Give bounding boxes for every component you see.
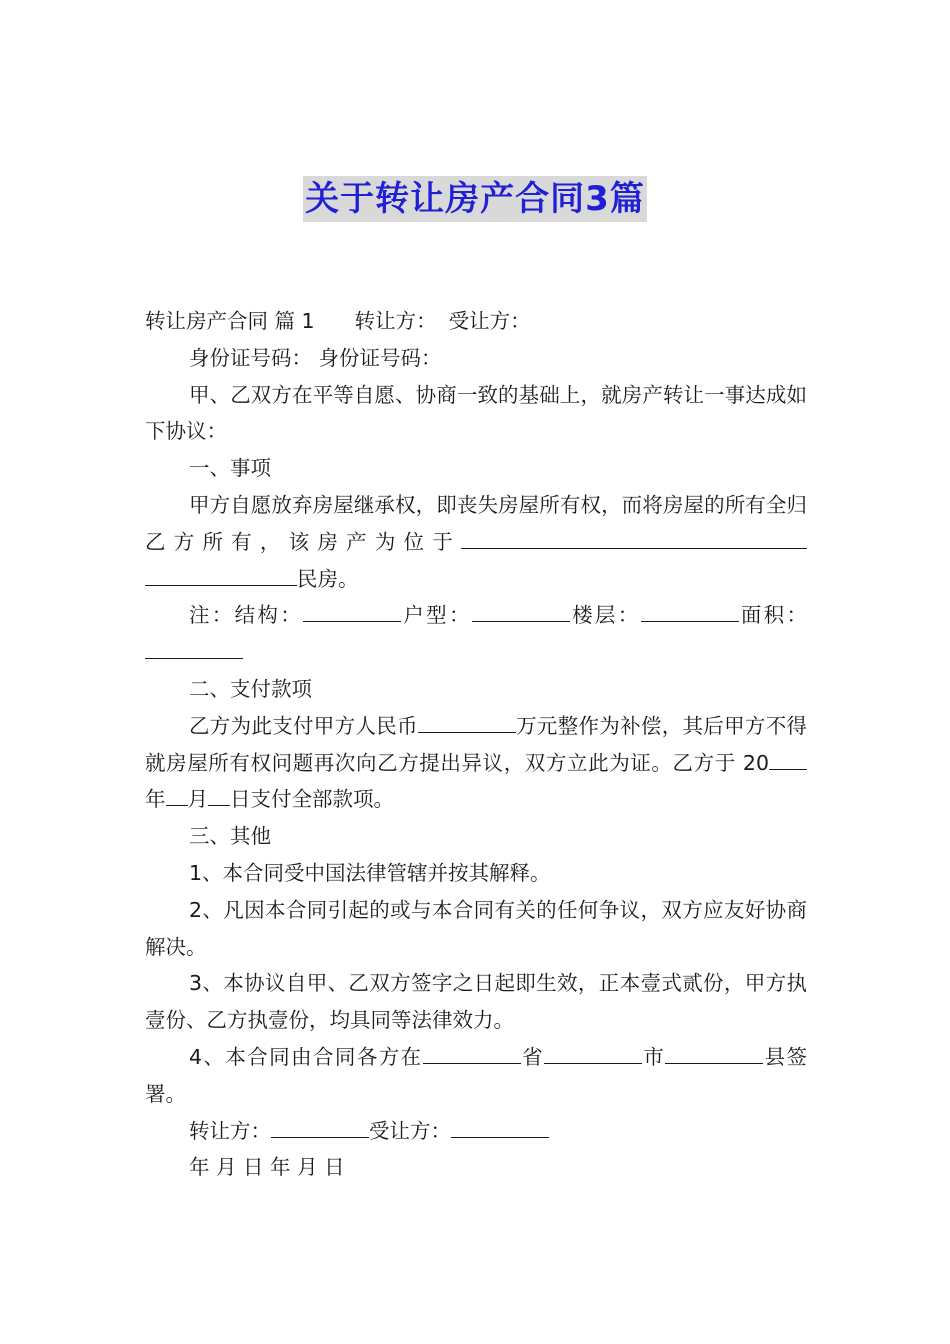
note-line [145,597,807,671]
province-blank [423,1039,521,1064]
year-blank [769,745,807,770]
transferor-label: 转让方： [354,309,437,333]
layout-blank [472,597,570,622]
year-label: 年 [145,787,166,812]
clause-1: 1、本合同受中国法律管辖并按其解释。 [189,860,551,885]
section-heading-2: 二、支付款项 [189,676,312,701]
date-line: 年 月 日 年 月 日 [189,1155,345,1180]
location-blank-2 [145,561,297,586]
id-number-line: 身份证号码： 身份证号码： [189,345,442,370]
clause-4 [145,1039,807,1113]
city-label: 市 [641,1044,666,1069]
location-blank [461,524,807,549]
clause-2: 2、凡因本合同引起的或与本合同有关的任何争议，双方应友好协商解决。 [145,897,807,959]
floor-blank [641,597,739,622]
clause-3: 3、本协议自甲、乙双方签字之日起即生效，正本壹式贰份，甲方执壹份、乙方执壹份，均具同等法律效力。 [145,971,807,1033]
structure-blank [303,597,401,622]
layout-label: 户型： [401,603,472,628]
item1-text: 甲方自愿放弃房屋继承权，即丧失房屋所有权，而将房屋的所有全归乙方所有，该房产为位于 [145,492,807,554]
payment-text-a: 乙方为此支付甲方人民币 [189,713,418,738]
item1-end: 民房。 [297,566,359,591]
payment-text-b: 万元整作为补偿，其后甲方不得就房屋所有权问题再次向乙方提出异议，双方立此为证。乙方于 20 [145,713,808,775]
county-blank [665,1039,763,1064]
document-body [145,303,807,1186]
section-heading-1: 一、事项 [189,456,271,481]
transferor-signature-blank [271,1113,369,1138]
section-heading-3: 三、其他 [189,824,271,849]
signature-line [145,1113,807,1150]
item1-paragraph [145,487,807,597]
area-blank [145,634,243,659]
clause-4-text-a: 4、本合同由合同各方在 [189,1044,423,1069]
contract-number-label: 转让房产合同 篇 1 [145,309,315,333]
contract-header-line [145,303,807,340]
payment-text-e: 日支付全部款项。 [230,787,394,812]
signature-transferee-label: 受让方： [369,1118,451,1143]
floor-label: 楼层： [569,603,641,628]
amount-blank [418,708,516,733]
structure-label: 注：结构： [189,603,304,628]
payment-paragraph [145,708,807,818]
county-label: 县签署。 [145,1044,808,1106]
month-label: 月 [187,787,208,812]
province-label: 省 [520,1044,544,1069]
transferee-signature-blank [451,1113,549,1138]
area-label: 面积： [738,603,807,628]
signature-transferor-label: 转让方： [189,1118,271,1143]
city-blank [544,1039,642,1064]
document-title: 关于转让房产合同3篇 [303,176,647,222]
transferee-label: 受让方： [448,309,531,333]
month-blank [166,781,188,806]
day-blank [208,781,230,806]
title-wrapper [0,176,950,222]
intro-paragraph: 甲、乙双方在平等自愿、协商一致的基础上，就房产转让一事达成如下协议： [145,382,807,444]
